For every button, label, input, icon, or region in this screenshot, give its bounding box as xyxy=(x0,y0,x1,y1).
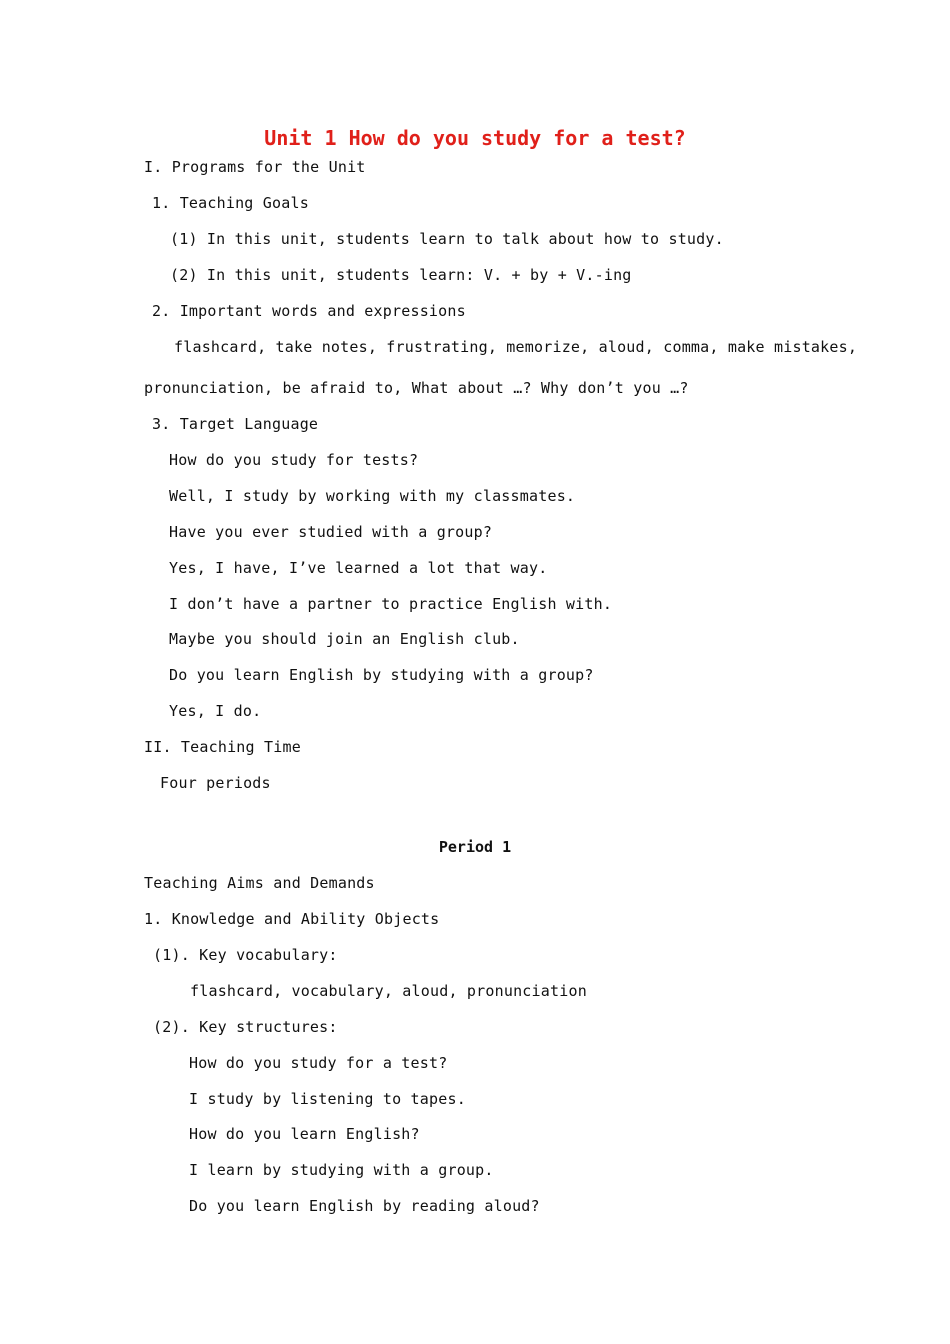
structure-line: How do you learn English? xyxy=(189,1125,420,1143)
words-heading: 2. Important words and expressions xyxy=(152,302,466,320)
key-vocabulary-heading: (1). Key vocabulary: xyxy=(153,946,338,964)
structure-line: I learn by studying with a group. xyxy=(189,1161,494,1179)
target-language-heading: 3. Target Language xyxy=(152,415,319,433)
key-structures-heading: (2). Key structures: xyxy=(153,1018,338,1036)
aims-heading: Teaching Aims and Demands xyxy=(144,874,375,892)
words-line-1: flashcard, take notes, frustrating, memorize, aloud, comma, make mistakes, xyxy=(174,338,858,356)
structure-line: How do you study for a test? xyxy=(189,1054,448,1072)
key-vocabulary-line: flashcard, vocabulary, aloud, pronunciation xyxy=(190,982,587,1000)
target-line: I don’t have a partner to practice English with. xyxy=(169,595,613,613)
target-line: How do you study for tests? xyxy=(169,451,419,469)
section-heading-teaching-time: II. Teaching Time xyxy=(144,738,301,756)
period-heading: Period 1 xyxy=(438,838,512,856)
structure-line: Do you learn English by reading aloud? xyxy=(189,1197,540,1215)
target-line: Do you learn English by studying with a group? xyxy=(169,666,594,684)
teaching-goals-heading: 1. Teaching Goals xyxy=(152,194,309,212)
words-line-2: pronunciation, be afraid to, What about …? Why don’t you …? xyxy=(144,379,689,397)
structure-line: I study by listening to tapes. xyxy=(189,1090,466,1108)
goal-item-2: (2) In this unit, students learn: V. + by + V.-ing xyxy=(170,266,632,284)
target-line: Yes, I do. xyxy=(169,702,262,720)
goal-item-1: (1) In this unit, students learn to talk about how to study. xyxy=(170,230,724,248)
objects-heading: 1. Knowledge and Ability Objects xyxy=(144,910,440,928)
document-title: Unit 1 How do you study for a test? xyxy=(264,126,686,150)
teaching-time-value: Four periods xyxy=(160,774,271,792)
section-heading-programs: I. Programs for the Unit xyxy=(144,158,366,176)
target-line: Maybe you should join an English club. xyxy=(169,630,520,648)
target-line: Yes, I have, I’ve learned a lot that way. xyxy=(169,559,548,577)
target-line: Have you ever studied with a group? xyxy=(169,523,493,541)
target-line: Well, I study by working with my classmates. xyxy=(169,487,576,505)
